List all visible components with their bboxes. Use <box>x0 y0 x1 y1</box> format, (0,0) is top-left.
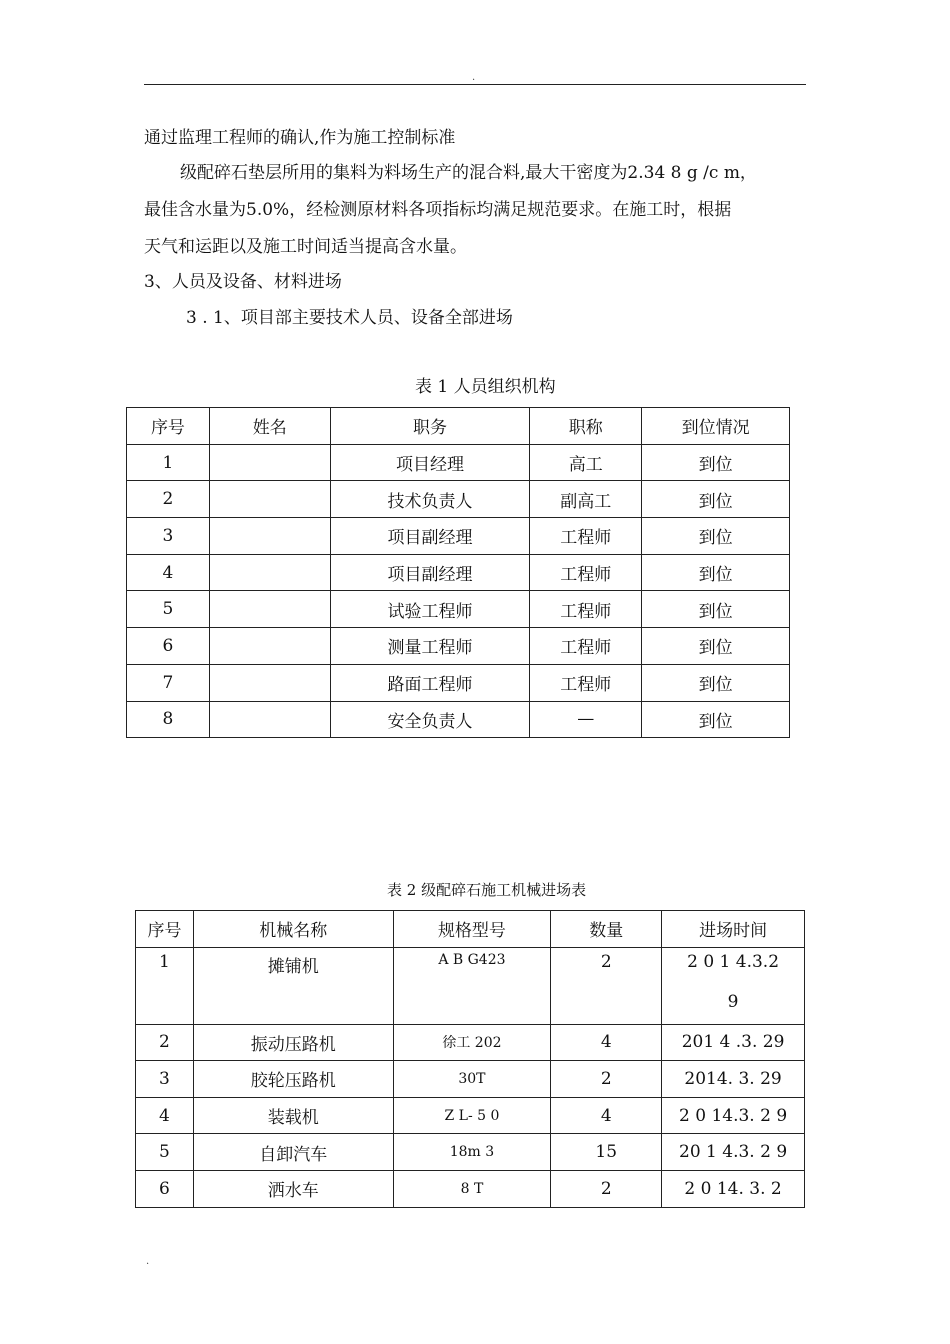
machinery-table-cell: 2 <box>551 947 662 1024</box>
personnel-table-cell: 4 <box>127 554 210 591</box>
personnel-table-cell: 到位 <box>642 664 790 701</box>
personnel-table-cell: 3 <box>127 518 210 555</box>
machinery-table-cell: 摊铺机 <box>193 947 393 1024</box>
personnel-table-cell: 工程师 <box>530 591 642 628</box>
personnel-table-cell: — <box>530 701 642 738</box>
personnel-table-cell: 工程师 <box>530 518 642 555</box>
machinery-table-cell: 201 4 .3. 29 <box>662 1024 805 1061</box>
personnel-table-cell: 到位 <box>642 554 790 591</box>
machinery-table-row <box>136 1024 805 1061</box>
machinery-table-cell: 18m 3 <box>393 1134 551 1171</box>
personnel-table-row <box>127 481 790 518</box>
machinery-table-cell: 1 <box>136 947 194 1024</box>
personnel-table-cell: 安全负责人 <box>330 701 530 738</box>
personnel-table-cell: 工程师 <box>530 664 642 701</box>
machinery-table-header-cell: 进场时间 <box>662 911 805 948</box>
machinery-table-header-cell: 机械名称 <box>193 911 393 948</box>
machinery-table-cell: 2 0 14. 3. 2 <box>662 1170 805 1207</box>
personnel-table-row <box>127 518 790 555</box>
section-heading-3: 3、人员及设备、材料进场 <box>144 272 342 292</box>
personnel-table-cell: 2 <box>127 481 210 518</box>
paragraph-line-3: 最佳含水量为5.0%，经检测原材料各项指标均满足规范要求。在施工时，根据 <box>144 200 732 220</box>
personnel-table-cell: 7 <box>127 664 210 701</box>
machinery-table-header-row <box>136 911 805 948</box>
machinery-table-cell: 2 <box>136 1024 194 1061</box>
personnel-table-cell: 到位 <box>642 444 790 481</box>
machinery-table-row <box>136 947 805 1024</box>
machinery-table-cell: 2 0 14.3. 2 9 <box>662 1097 805 1134</box>
personnel-table-cell: 到位 <box>642 591 790 628</box>
machinery-table-cell: 4 <box>136 1097 194 1134</box>
machinery-table-cell: 20 1 4.3. 2 9 <box>662 1134 805 1171</box>
personnel-table-row <box>127 664 790 701</box>
personnel-table-header-cell: 到位情况 <box>642 408 790 445</box>
machinery-table-cell: 洒水车 <box>193 1170 393 1207</box>
personnel-table-row <box>127 554 790 591</box>
machinery-table-cell: 徐工 202 <box>393 1024 551 1061</box>
footer-mark: . <box>146 1256 150 1267</box>
machinery-table-row <box>136 1170 805 1207</box>
machinery-table-cell: 15 <box>551 1134 662 1171</box>
machinery-table-cell: Z L- 5 0 <box>393 1097 551 1134</box>
machinery-table-row <box>136 1134 805 1171</box>
machinery-table-cell: 振动压路机 <box>193 1024 393 1061</box>
table2-caption: 表 2 级配碎石施工机械进场表 <box>387 881 587 899</box>
personnel-table-row <box>127 701 790 738</box>
personnel-table-cell: 到位 <box>642 628 790 665</box>
machinery-table-cell: 2 0 1 4.3.2 9 <box>662 947 805 1024</box>
personnel-table-cell: 到位 <box>642 481 790 518</box>
machinery-table-cell: 自卸汽车 <box>193 1134 393 1171</box>
personnel-table-row <box>127 591 790 628</box>
personnel-table-cell: 测量工程师 <box>330 628 530 665</box>
personnel-table-cell: 高工 <box>530 444 642 481</box>
machinery-table-row <box>136 1097 805 1134</box>
machinery-table-cell: 2014. 3. 29 <box>662 1061 805 1098</box>
personnel-table-cell <box>209 701 330 738</box>
personnel-table-header-cell: 姓名 <box>209 408 330 445</box>
personnel-table-cell: 项目副经理 <box>330 518 530 555</box>
personnel-table-cell <box>209 628 330 665</box>
machinery-table-cell: 8 T <box>393 1170 551 1207</box>
machinery-table-cell: 6 <box>136 1170 194 1207</box>
personnel-table-cell: 项目副经理 <box>330 554 530 591</box>
personnel-table-cell: 技术负责人 <box>330 481 530 518</box>
machinery-table-cell: 5 <box>136 1134 194 1171</box>
paragraph-line-2: 级配碎石垫层所用的集料为料场生产的混合料,最大干密度为2.34 8 g /c m， <box>180 163 757 183</box>
personnel-table-cell <box>209 481 330 518</box>
personnel-table <box>126 407 790 738</box>
personnel-table-cell: 到位 <box>642 518 790 555</box>
personnel-table-cell: 试验工程师 <box>330 591 530 628</box>
personnel-table-row <box>127 628 790 665</box>
machinery-table-cell: 装载机 <box>193 1097 393 1134</box>
machinery-table-cell: 胶轮压路机 <box>193 1061 393 1098</box>
machinery-table-header-cell: 序号 <box>136 911 194 948</box>
paragraph-line-1: 通过监理工程师的确认,作为施工控制标准 <box>144 128 456 148</box>
personnel-table-cell: 到位 <box>642 701 790 738</box>
personnel-table-header-cell: 职称 <box>530 408 642 445</box>
machinery-table-cell: 4 <box>551 1024 662 1061</box>
machinery-table-header-cell: 规格型号 <box>393 911 551 948</box>
personnel-table-cell <box>209 664 330 701</box>
machinery-table <box>135 910 805 1208</box>
personnel-table-cell <box>209 518 330 555</box>
machinery-table-row <box>136 1061 805 1098</box>
paragraph-line-4: 天气和运距以及施工时间适当提高含水量。 <box>144 237 467 257</box>
personnel-table-cell: 工程师 <box>530 628 642 665</box>
machinery-table-cell: 4 <box>551 1097 662 1134</box>
table1-caption: 表 1 人员组织机构 <box>415 377 556 397</box>
personnel-table-row <box>127 444 790 481</box>
personnel-table-cell: 项目经理 <box>330 444 530 481</box>
machinery-table-cell: 30T <box>393 1061 551 1098</box>
personnel-table-header-cell: 职务 <box>330 408 530 445</box>
machinery-table-header-cell: 数量 <box>551 911 662 948</box>
personnel-table-cell: 工程师 <box>530 554 642 591</box>
machinery-table-cell: A B G423 <box>393 947 551 1024</box>
personnel-table-cell <box>209 591 330 628</box>
personnel-table-cell: 5 <box>127 591 210 628</box>
personnel-table-header-cell: 序号 <box>127 408 210 445</box>
personnel-table-cell: 1 <box>127 444 210 481</box>
machinery-table-cell: 2 <box>551 1170 662 1207</box>
personnel-table-cell: 8 <box>127 701 210 738</box>
personnel-table-cell <box>209 444 330 481</box>
header-rule <box>144 84 806 85</box>
header-mark: . <box>472 72 476 83</box>
machinery-table-cell: 2 <box>551 1061 662 1098</box>
section-heading-3-1: 3 . 1、项目部主要技术人员、设备全部进场 <box>186 308 513 328</box>
personnel-table-cell: 6 <box>127 628 210 665</box>
personnel-table-cell <box>209 554 330 591</box>
personnel-table-header-row <box>127 408 790 445</box>
personnel-table-cell: 副高工 <box>530 481 642 518</box>
personnel-table-cell: 路面工程师 <box>330 664 530 701</box>
machinery-table-cell: 3 <box>136 1061 194 1098</box>
